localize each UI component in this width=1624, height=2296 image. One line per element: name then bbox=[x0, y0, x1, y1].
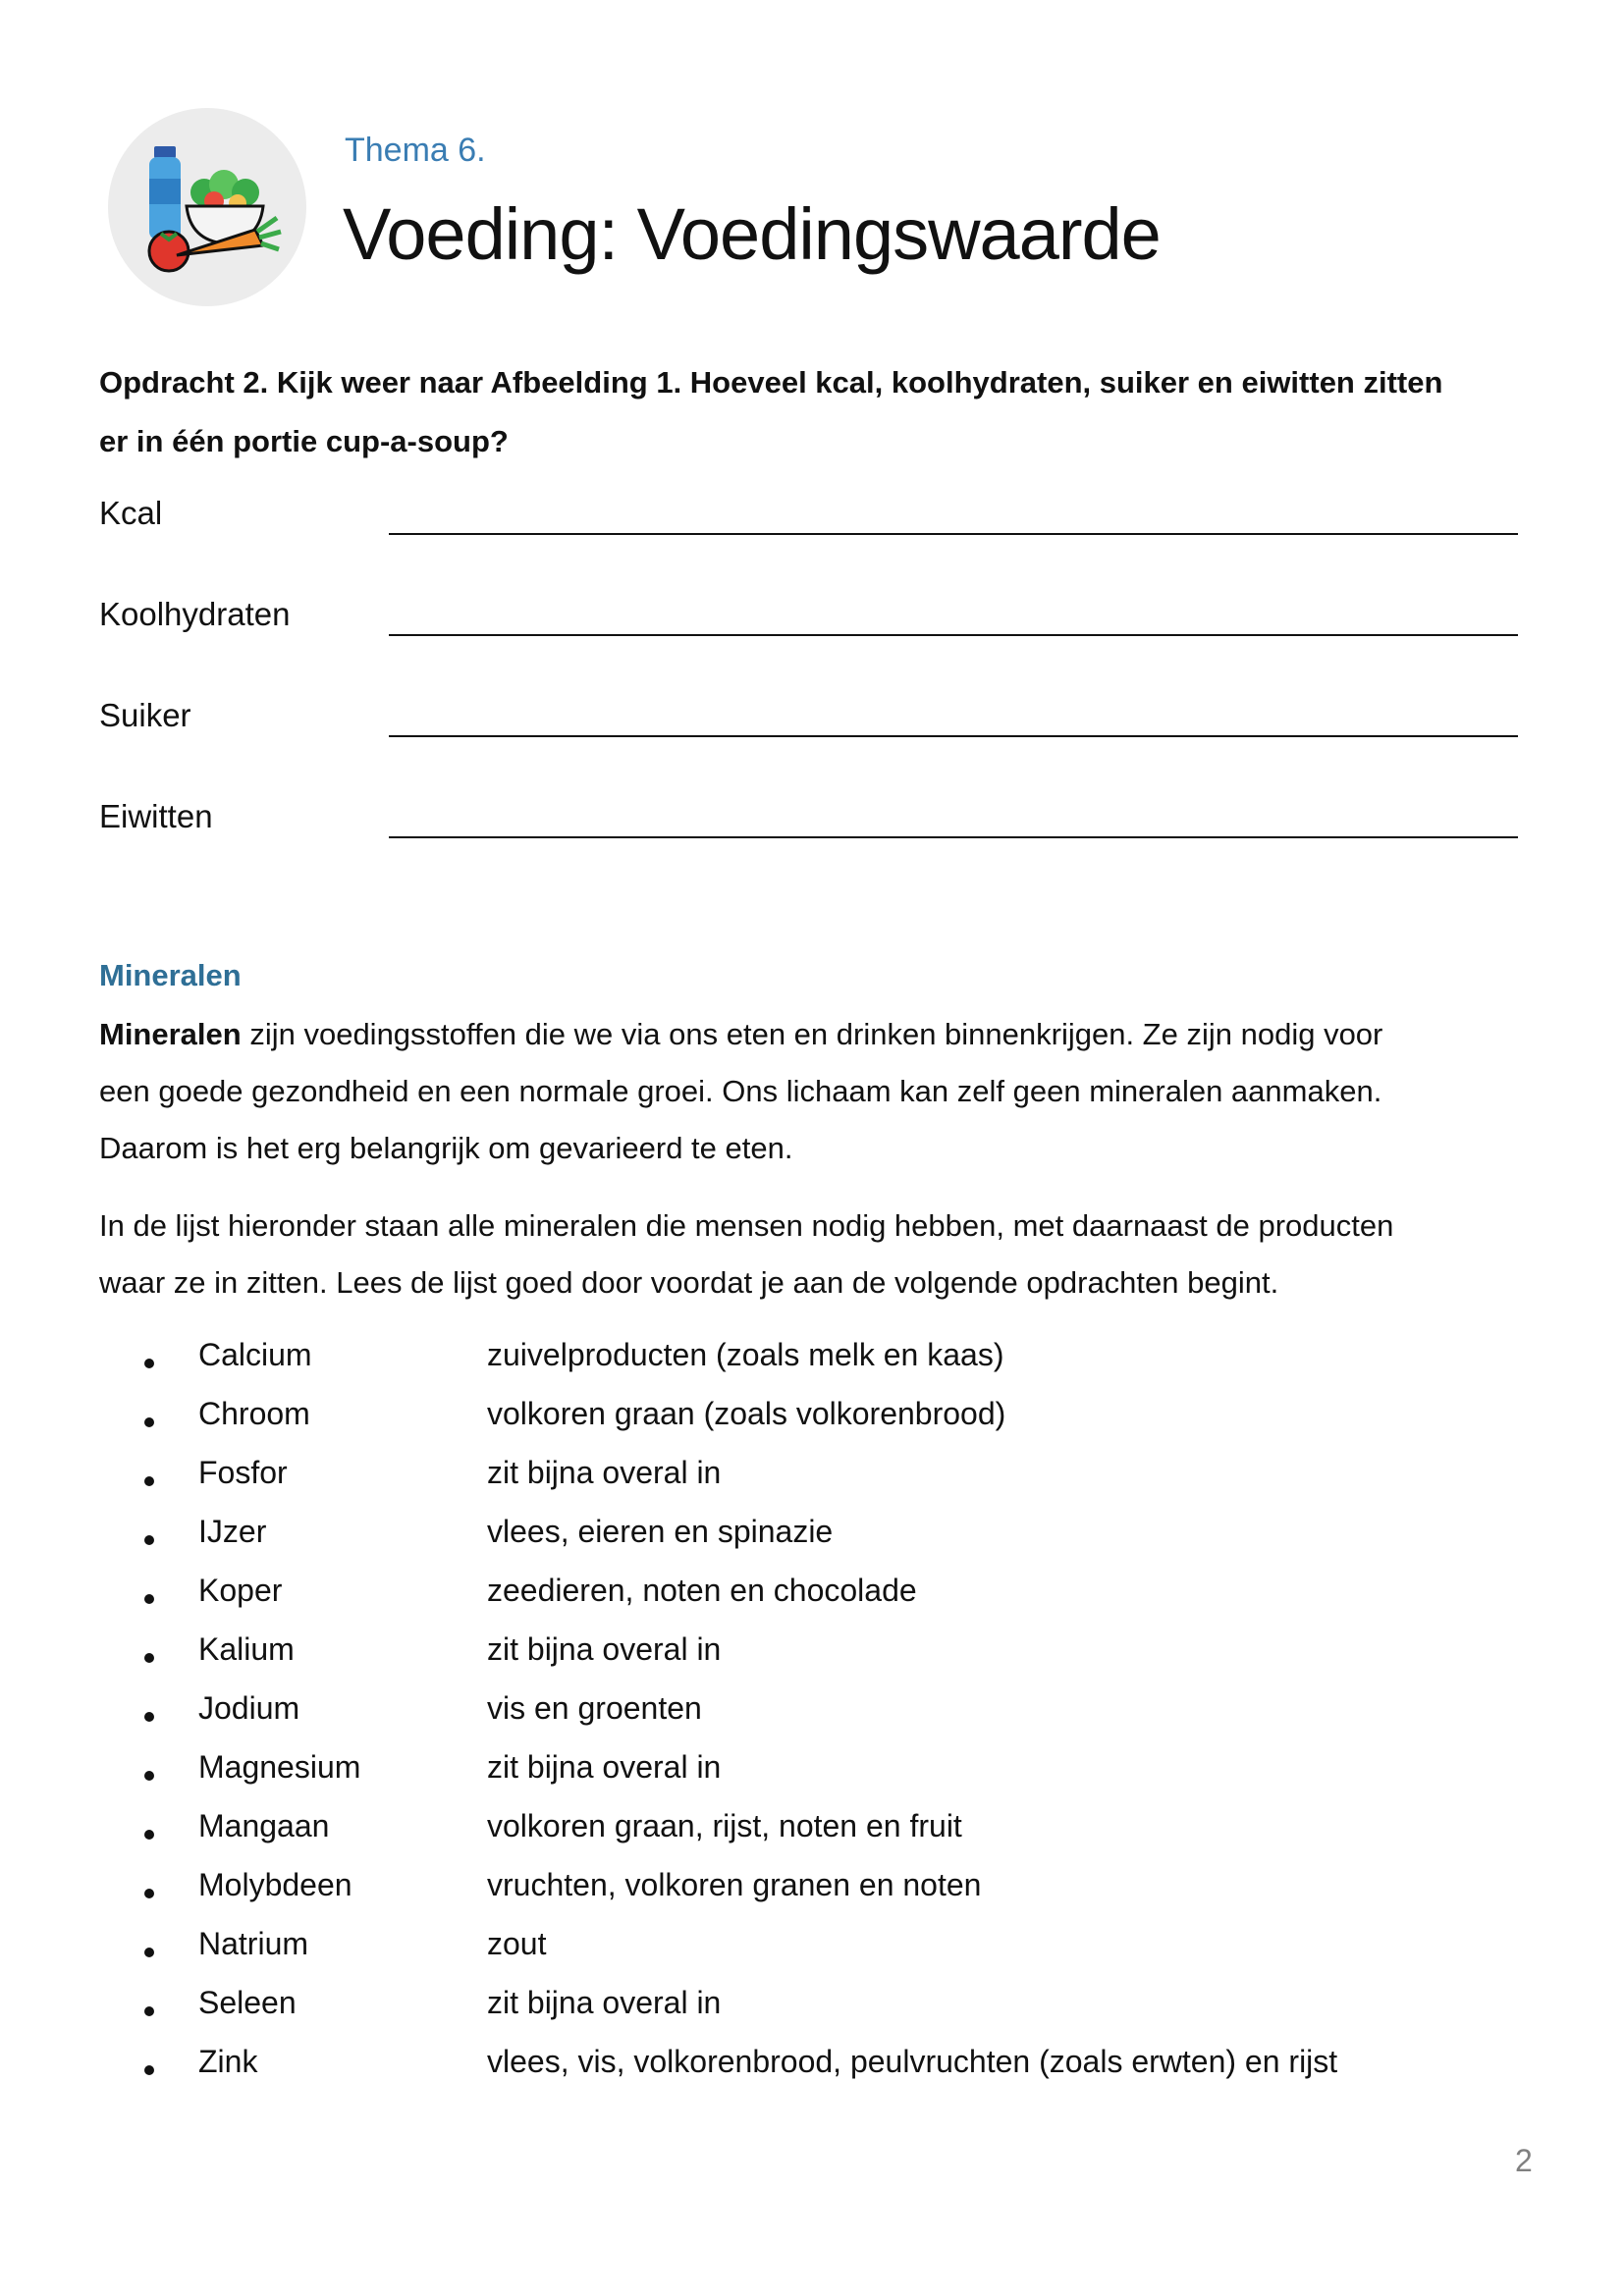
answer-row-eiwitten bbox=[99, 798, 1523, 857]
mineral-source: vlees, vis, volkorenbrood, peulvruchten (zoals erwten) en rijst bbox=[487, 2044, 1338, 2079]
mineral-source: zit bijna overal in bbox=[487, 1985, 722, 2020]
answer-line[interactable] bbox=[389, 634, 1518, 636]
bullet-icon bbox=[144, 1771, 154, 1781]
list-item bbox=[99, 1867, 1523, 1926]
bullet-icon bbox=[144, 1594, 154, 1604]
mineral-name: Seleen bbox=[198, 1985, 297, 2020]
answer-label: Suiker bbox=[99, 697, 191, 733]
bullet-icon bbox=[144, 2006, 154, 2016]
bullet-icon bbox=[144, 2065, 154, 2075]
mineral-source: zit bijna overal in bbox=[487, 1749, 722, 1785]
minerals-intro-paragraph bbox=[99, 1006, 1543, 1177]
intro-line-1-text: zijn voedingsstoffen die we via ons eten en drinken binnenkrijgen. Ze zijn nodig voor bbox=[241, 1017, 1383, 1051]
page-number: 2 bbox=[1515, 2143, 1533, 2178]
mineral-name: Koper bbox=[198, 1573, 283, 1608]
intro-line-1 bbox=[99, 1006, 1543, 1063]
theme-logo bbox=[108, 108, 306, 306]
list-item bbox=[99, 1808, 1523, 1867]
mineral-source: zit bijna overal in bbox=[487, 1631, 722, 1667]
mineral-source: zout bbox=[487, 1926, 547, 1961]
bullet-icon bbox=[144, 1417, 154, 1427]
mineral-name: Natrium bbox=[198, 1926, 309, 1961]
assignment-line-1: Opdracht 2. Kijk weer naar Afbeelding 1. Hoeveel kcal, koolhydraten, suiker en eiwitten zitten bbox=[99, 365, 1443, 400]
mineral-name: Chroom bbox=[198, 1396, 310, 1431]
minerals-list bbox=[99, 1337, 1523, 2103]
intro-bold-term: Mineralen bbox=[99, 1017, 242, 1051]
theme-label: Thema 6. bbox=[345, 132, 486, 169]
bullet-icon bbox=[144, 1359, 154, 1368]
mineral-source: volkoren graan (zoals volkorenbrood) bbox=[487, 1396, 1006, 1431]
intro-line-2: een goede gezondheid en een normale groei. Ons lichaam kan zelf geen mineralen aanmaken. bbox=[99, 1074, 1382, 1108]
assignment-line-2: er in één portie cup-a-soup? bbox=[99, 424, 509, 458]
list-item bbox=[99, 2044, 1523, 2103]
list-item bbox=[99, 1455, 1523, 1514]
list-intro-line-1: In de lijst hieronder staan alle mineralen die mensen nodig hebben, met daarnaast de producten bbox=[99, 1208, 1394, 1243]
mineral-name: Zink bbox=[198, 2044, 258, 2079]
list-item bbox=[99, 1631, 1523, 1690]
list-item bbox=[99, 1749, 1523, 1808]
list-item bbox=[99, 1337, 1523, 1396]
bullet-icon bbox=[144, 1653, 154, 1663]
list-item bbox=[99, 1985, 1523, 2044]
answer-line[interactable] bbox=[389, 836, 1518, 838]
answer-row-kcal bbox=[99, 495, 1523, 554]
mineral-source: vruchten, volkoren granen en noten bbox=[487, 1867, 982, 1902]
section-heading-mineralen: Mineralen bbox=[99, 958, 242, 992]
bullet-icon bbox=[144, 1476, 154, 1486]
mineral-name: Mangaan bbox=[198, 1808, 330, 1843]
bullet-icon bbox=[144, 1535, 154, 1545]
list-item bbox=[99, 1926, 1523, 1985]
answer-label: Koolhydraten bbox=[99, 596, 291, 632]
mineral-name: Magnesium bbox=[198, 1749, 361, 1785]
mineral-name: Jodium bbox=[198, 1690, 300, 1726]
mineral-source: zuivelproducten (zoals melk en kaas) bbox=[487, 1337, 1004, 1372]
answer-row-koolhydraten bbox=[99, 596, 1523, 655]
mineral-source: zit bijna overal in bbox=[487, 1455, 722, 1490]
answer-label: Kcal bbox=[99, 495, 163, 531]
answer-line[interactable] bbox=[389, 533, 1518, 535]
mineral-source: zeedieren, noten en chocolade bbox=[487, 1573, 917, 1608]
bullet-icon bbox=[144, 1889, 154, 1898]
food-groceries-icon bbox=[108, 108, 306, 306]
answer-label: Eiwitten bbox=[99, 798, 213, 834]
mineral-source: volkoren graan, rijst, noten en fruit bbox=[487, 1808, 962, 1843]
mineral-name: Calcium bbox=[198, 1337, 312, 1372]
list-intro-line-2: waar ze in zitten. Lees de lijst goed door voordat je aan de volgende opdrachten begint. bbox=[99, 1265, 1279, 1300]
bullet-icon bbox=[144, 1712, 154, 1722]
list-intro-paragraph bbox=[99, 1198, 1543, 1311]
mineral-source: vlees, eieren en spinazie bbox=[487, 1514, 834, 1549]
bullet-icon bbox=[144, 1830, 154, 1840]
mineral-name: Fosfor bbox=[198, 1455, 288, 1490]
list-item bbox=[99, 1514, 1523, 1573]
mineral-name: Molybdeen bbox=[198, 1867, 352, 1902]
intro-line-3: Daarom is het erg belangrijk om gevarieerd te eten. bbox=[99, 1131, 793, 1165]
list-item bbox=[99, 1573, 1523, 1631]
list-item bbox=[99, 1396, 1523, 1455]
list-item bbox=[99, 1690, 1523, 1749]
page-title: Voeding: Voedingswaarde bbox=[343, 193, 1161, 275]
bullet-icon bbox=[144, 1948, 154, 1957]
mineral-name: IJzer bbox=[198, 1514, 267, 1549]
mineral-name: Kalium bbox=[198, 1631, 295, 1667]
answer-line[interactable] bbox=[389, 735, 1518, 737]
mineral-source: vis en groenten bbox=[487, 1690, 702, 1726]
answer-row-suiker bbox=[99, 697, 1523, 756]
assignment-question bbox=[99, 353, 1543, 471]
